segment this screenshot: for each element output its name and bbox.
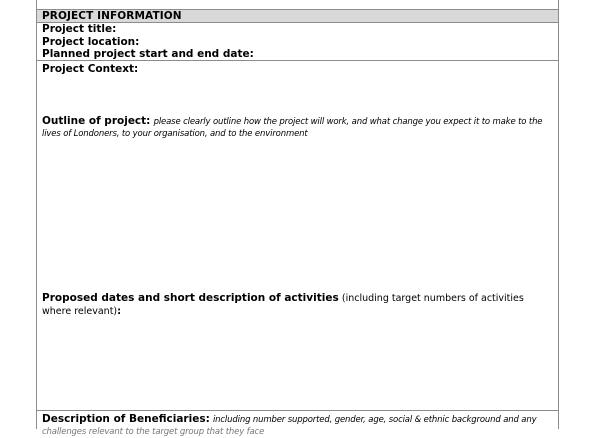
project-context-label: Project Context:	[42, 63, 139, 75]
project-fields	[37, 23, 558, 61]
project-description-area[interactable]	[37, 61, 558, 411]
project-location-field[interactable]: Project location:	[42, 35, 140, 48]
beneficiaries-label: Description of Beneficiaries:	[42, 413, 210, 425]
beneficiaries-note-cut: challenges relevant to the target group that they face	[42, 427, 265, 437]
proposed-activities	[42, 292, 550, 318]
outline-note: please clearly outline how the project will work, and what change you expect it to make to the lives of Londoners, to your organisation, and to the environment	[42, 117, 543, 139]
outline-label: Outline of project:	[42, 115, 151, 127]
activities-label: Proposed dates and short description of activities	[42, 292, 339, 304]
project-information-form	[36, 0, 559, 437]
beneficiaries-note: including number supported, gender, age, social & ethnic background and any	[212, 415, 537, 425]
project-title-field[interactable]: Project title:	[42, 23, 117, 35]
top-blank-row	[37, 0, 558, 10]
section-header-text: PROJECT INFORMATION	[42, 10, 182, 22]
description-of-beneficiaries[interactable]	[37, 411, 558, 438]
project-dates-field[interactable]: Planned project start and end date:	[42, 48, 254, 60]
outline-of-project	[42, 115, 550, 140]
activities-note: (including target numbers of activities where relevant)	[42, 293, 524, 317]
section-header	[37, 10, 558, 23]
activities-colon: :	[117, 306, 122, 317]
